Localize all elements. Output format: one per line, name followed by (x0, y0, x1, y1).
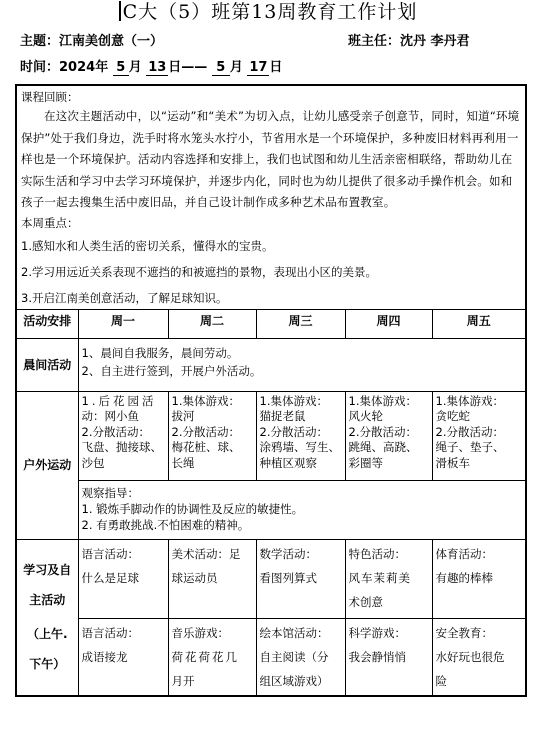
title-text: C大（5）班第13周教育工作计划 (122, 1, 418, 23)
header-cell: 周二 (168, 309, 256, 338)
guide-line: 1. 锻炼手脚动作的协调性及反应的敏捷性。 (81, 501, 304, 516)
study-fri-2 (432, 618, 526, 696)
study-line: 特色活动： (348, 546, 406, 561)
end-month: 5 (212, 60, 230, 76)
study-line: 科学游戏： (348, 625, 406, 640)
outdoor-guide-row (16, 480, 526, 539)
outdoor-line: 2.分散活动： (348, 424, 417, 439)
study-line: 术创意 (348, 594, 383, 609)
page-title (0, 0, 536, 26)
outdoor-tue (168, 391, 256, 480)
outdoor-line: 2.分散活动： (81, 424, 150, 439)
study-tue-1 (168, 539, 256, 618)
header-cell: 周四 (345, 309, 432, 338)
study-fri-1 (432, 539, 526, 618)
study-line: 音乐游戏： (171, 625, 229, 640)
outdoor-row (16, 391, 526, 480)
start-month: 5 (113, 60, 129, 76)
outdoor-line: 2.分散活动： (259, 424, 328, 439)
table-header-row (16, 309, 526, 338)
study-label-line: （上午. (26, 627, 68, 641)
study-line: 成语接龙 (81, 649, 128, 664)
time-line (20, 56, 282, 76)
study-row-2 (16, 618, 526, 696)
outdoor-line: 涂鸦墙、写生、 (259, 440, 340, 454)
weekly-plan-table (15, 84, 527, 697)
study-line: 体育活动： (435, 546, 493, 561)
study-line: 有趣的棒棒 (435, 570, 493, 585)
study-line: 安全教育： (435, 625, 493, 640)
teacher-label: 班主任：沈丹 李丹君 (348, 34, 470, 49)
header-cell: 活动安排 (16, 309, 78, 338)
focus-heading: 本周重点： (21, 215, 79, 230)
study-line: 我会静悄悄 (348, 649, 406, 664)
study-wed-2 (256, 618, 345, 696)
outdoor-line: 种植区观察 (259, 455, 317, 470)
outdoor-label: 户外运动 (16, 391, 78, 539)
focus-point: 3.开启江南美创意活动，了解足球知识。 (21, 290, 228, 305)
study-thu-2 (345, 618, 432, 696)
review-heading: 课程回顾： (21, 90, 79, 104)
outdoor-line: 动：网小鱼 (81, 409, 139, 423)
study-label-line: 学习及自 (23, 563, 72, 577)
end-day: 17 (249, 60, 268, 75)
header-cell: 周五 (432, 309, 526, 338)
outdoor-line: 风火轮 (348, 409, 383, 423)
outdoor-thu (345, 391, 432, 480)
outdoor-line: 跳绳、高跷、 (348, 440, 418, 454)
end-day-unit: 日 (269, 60, 283, 75)
study-tue-2 (168, 618, 256, 696)
study-mon-2 (78, 618, 168, 696)
study-line: 自主阅读（分 (259, 649, 329, 664)
study-line: 数学活动： (259, 546, 317, 561)
outdoor-line: 飞盘、抛接球、 (81, 440, 162, 454)
header-cell: 周三 (256, 309, 345, 338)
study-line: 组区域游戏） (259, 673, 329, 688)
outdoor-mon (78, 391, 168, 480)
outdoor-line: 贪吃蛇 (435, 409, 470, 423)
start-month-unit: 月 (128, 60, 142, 75)
study-label (16, 539, 78, 696)
outdoor-line: 1.集体游戏： (259, 393, 328, 408)
study-label-line: 主活动 (29, 593, 66, 607)
study-line: 看图列算式 (259, 570, 317, 585)
course-review (16, 85, 526, 309)
study-wed-1 (256, 539, 345, 618)
study-line: 险 (435, 673, 447, 688)
outdoor-line: 1.集体游戏： (171, 393, 240, 408)
outdoor-wed (256, 391, 345, 480)
study-line: 语言活动： (81, 546, 139, 561)
study-line: 语言活动： (81, 625, 139, 640)
outdoor-line: 长绳 (171, 455, 195, 470)
focus-point: 2.学习用远近关系表现不遮挡的和被遮挡的景物，表现出小区的美景。 (21, 264, 377, 279)
study-line: 美术活动：足 (171, 546, 241, 561)
study-line: 荷花荷花几 (171, 649, 239, 664)
outdoor-line: 绳子、垫子、 (435, 440, 505, 454)
outdoor-fri (432, 391, 526, 480)
outdoor-line: 2.分散活动： (435, 424, 504, 439)
outdoor-line: 1.集体游戏： (435, 393, 504, 408)
guide-line: 2. 有勇敢挑战.不怕困难的精神。 (81, 517, 250, 532)
morning-line: 1、晨间自我服务，晨间劳动。 (81, 345, 239, 360)
outdoor-line: 1.后花园活 (81, 393, 157, 408)
outdoor-line: 1.集体游戏： (348, 393, 417, 408)
study-label-line: 下午） (29, 657, 66, 671)
study-line: 球运动员 (171, 570, 218, 585)
outdoor-line: 2.分散活动： (171, 424, 240, 439)
outdoor-line: 彩圈等 (348, 455, 383, 470)
outdoor-line: 拔河 (171, 409, 195, 423)
review-text: 在这次主题活动中，以“运动”和“美术”为切入点，让幼儿感受亲子创意节，同时，知道“环境保护”处于我们身边，洗手时将水笼头水拧小，节省用水是一个环境保护，多种废旧材料再利用一样也是一个环境保护。活动内容选择和安排上，我们也试图和幼儿生活亲密相联络，帮助幼儿在实际生活和学习中去学习环境保护，并逐步内化，同时也为幼儿提供了很多动手操作机会。如和孩子一起去搜集生活中废旧品，并自己设计制作成多种艺术品布置教室。 (21, 109, 520, 209)
study-mon-1 (78, 539, 168, 618)
start-day: 13 (148, 60, 167, 75)
header-cell: 周一 (78, 309, 168, 338)
text-cursor (119, 1, 121, 21)
outdoor-guide (78, 480, 526, 539)
morning-label: 晨间活动 (16, 338, 78, 391)
start-day-unit: 日—— (168, 60, 208, 75)
study-line: 水好玩也很危 (435, 649, 505, 664)
morning-content (78, 338, 526, 391)
end-month-unit: 月 (229, 60, 243, 75)
morning-row (16, 338, 526, 391)
study-thu-1 (345, 539, 432, 618)
study-line: 风车茉莉美 (348, 570, 411, 585)
study-row-1 (16, 539, 526, 618)
focus-point: 1.感知水和人类生活的密切关系，懂得水的宝贵。 (21, 238, 274, 253)
morning-line: 2、自主进行签到，开展户外活动。 (81, 363, 262, 378)
time-year: 2024年 (59, 60, 109, 75)
study-line: 月开 (171, 673, 195, 688)
study-line: 什么是足球 (81, 570, 139, 585)
outdoor-line: 滑板车 (435, 455, 470, 470)
outdoor-line: 猫捉老鼠 (259, 409, 306, 423)
study-line: 绘本馆活动： (259, 625, 329, 640)
outdoor-line: 梅花桩、球、 (171, 440, 241, 454)
time-label: 时间： (20, 60, 60, 75)
guide-line: 观察指导： (81, 485, 139, 500)
outdoor-line: 沙包 (81, 455, 105, 470)
theme-label: 主题：江南美创意（一） (20, 34, 164, 49)
